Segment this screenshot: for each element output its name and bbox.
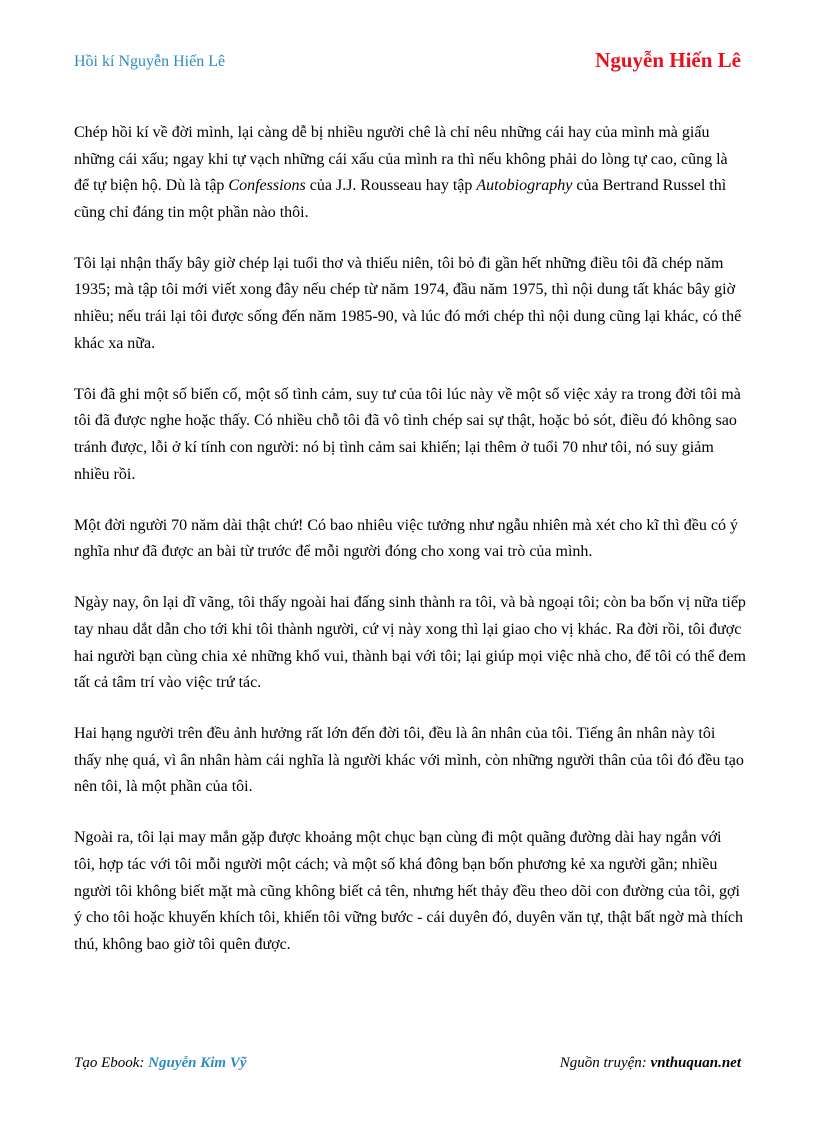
paragraph <box>74 382 746 488</box>
paragraph-text: của J.J. Rousseau hay tập <box>305 177 477 195</box>
source-credit <box>560 1055 741 1072</box>
paragraph <box>74 825 746 958</box>
paragraph <box>74 590 746 696</box>
book-title: Hồi kí Nguyễn Hiến Lê <box>74 53 226 70</box>
paragraph <box>74 513 746 566</box>
paragraph-text: Tôi lại nhận thấy bây giờ chép lại tuổi thơ và thiếu niên, tôi bỏ đi gần hết những điều tôi đã chép năm 1935; mà tập tôi mới viết xong đây nếu chép từ năm 1974, đầu năm 1975, thì nội dung tất khác bây giờ nhiều; nếu trái lại tôi được sống đến năm 1985-90, và lúc đó mới chép thì nội dung cũng lại khác, có thể khác xa nữa. <box>74 254 742 352</box>
ebook-credit-label: Tạo Ebook <box>74 1055 140 1071</box>
paragraph-text: Ngoài ra, tôi lại may mắn gặp được khoảng một chục bạn cùng đi một quãng đường dài hay ngắn với tôi, hợp tác với tôi mỗi người một cách; và một số khá đông bạn bốn phương kẻ xa người gần; nhiều người tôi không biết mặt mà cũng không biết cả tên, nhưng hết thảy đều theo dõi con đường của tôi, gợi ý cho tôi hoặc khuyến khích tôi, khiến tôi vững bước - cái duyên đó, duyên văn tự, thật bất ngờ mà thích thú, không bao giờ tôi quên được. <box>74 829 744 953</box>
paragraph-text: của Bertrand Russel thì cũng chỉ đáng tin một phần nào thôi. <box>74 177 727 221</box>
paragraph <box>74 721 746 801</box>
source-credit-label: Nguồn truyện <box>559 1055 642 1071</box>
source-credit-separator: : <box>641 1055 651 1071</box>
paragraph-text: Chép hồi kí về đời mình, lại càng dễ bị nhiều người chê là chỉ nêu những cái hay của mình mà giấu những cái xấu; ngay khi tự vạch những cái xấu của mình ra thì nếu không phải do lòng tự cao, cũng là để tự biện hộ. Dù là tập <box>74 124 728 195</box>
book-title-italic: Confessions <box>228 177 306 195</box>
ebook-credit-separator: : <box>139 1055 149 1071</box>
book-title-italic: Autobiography <box>476 177 573 195</box>
ebook-credit <box>74 1055 247 1072</box>
page-header <box>74 48 741 78</box>
document-body <box>74 120 746 983</box>
paragraph <box>74 251 746 357</box>
page-footer <box>74 1055 741 1077</box>
paragraph <box>74 120 746 226</box>
paragraph-text: Một đời người 70 năm dài thật chứ! Có bao nhiêu việc tưởng như ngẫu nhiên mà xét cho kĩ thì đều có ý nghĩa như đã được an bài từ trước để mỗi người đóng cho xong vai trò của mình. <box>74 516 738 561</box>
author-name: Nguyễn Hiến Lê <box>595 48 741 72</box>
ebook-creator-name: Nguyễn Kim Vỹ <box>148 1055 247 1071</box>
paragraph-text: Hai hạng người trên đều ảnh hưởng rất lớn đến đời tôi, đều là ân nhân của tôi. Tiếng ân nhân này tôi thấy nhẹ quá, vì ân nhân hàm cái nghĩa là người khác với mình, còn những người thân của tôi đó đều tạo nên tôi, là một phần của tôi. <box>74 725 744 796</box>
source-site-name: vnthuquan.net <box>650 1055 741 1071</box>
paragraph-text: Ngày nay, ôn lại dĩ vãng, tôi thấy ngoài hai đấng sinh thành ra tôi, và bà ngoại tôi; còn ba bốn vị nữa tiếp tay nhau dắt dẫn cho tới khi tôi thành người, cứ vị này xong thì lại giao cho vị khác. Ra đời rồi, tôi được hai người bạn cùng chia xẻ những khổ vui, thành bại với tôi; lại giúp mọi việc nhà cho, để tôi có thể đem tất cả tâm trí vào việc trứ tác. <box>74 594 746 692</box>
paragraph-text: Tôi đã ghi một số biến cố, một số tình cảm, suy tư của tôi lúc này về một số việc xảy ra trong đời tôi mà tôi đã được nghe hoặc thấy. Có nhiều chỗ tôi đã vô tình chép sai sự thật, hoặc bỏ sót, điều đó không sao tránh được, lỗi ở kí tính con người: nó bị tình cảm sai khiến; lại thêm ở tuổi 70 như tôi, nó suy giảm nhiều rồi. <box>74 385 741 483</box>
